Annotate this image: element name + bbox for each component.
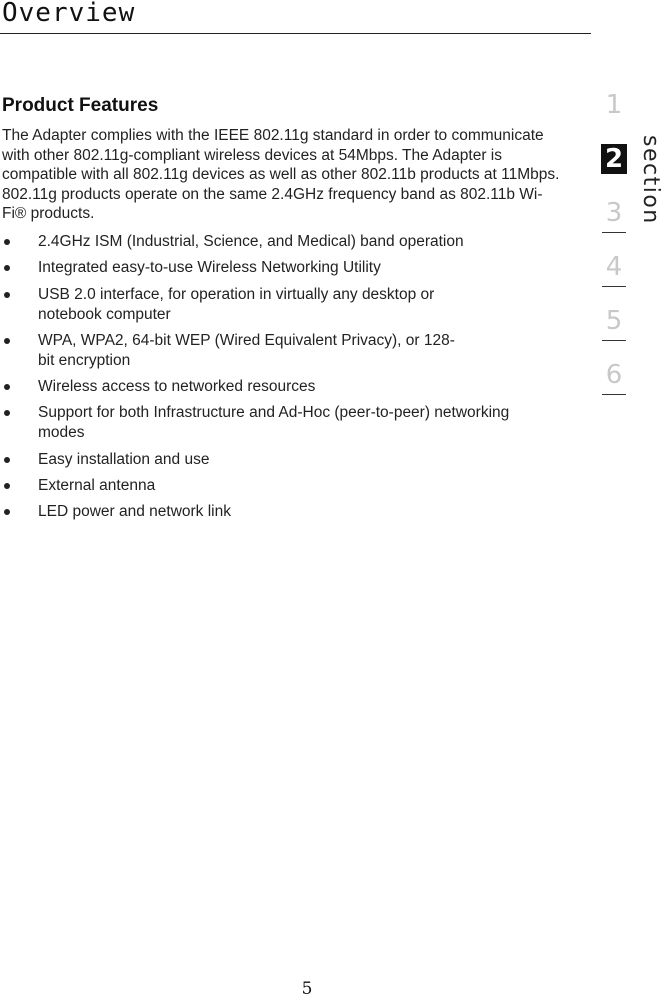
bullet-icon bbox=[4, 483, 10, 489]
list-item bbox=[2, 285, 498, 325]
list-item bbox=[2, 476, 562, 496]
list-item bbox=[2, 377, 562, 397]
section-divider bbox=[602, 286, 626, 287]
page-title: Overview bbox=[2, 0, 136, 28]
section-tab-1[interactable]: 1 bbox=[605, 90, 623, 120]
bullet-icon bbox=[4, 457, 10, 463]
feature-text: Wireless access to networked resources bbox=[38, 378, 316, 396]
bullet-icon bbox=[4, 265, 10, 271]
list-item bbox=[2, 502, 562, 522]
list-item bbox=[2, 258, 562, 278]
feature-text: WPA, WPA2, 64-bit WEP (Wired Equivalent Privacy), or 128-bit encryption bbox=[38, 331, 455, 369]
bullet-icon bbox=[4, 509, 10, 515]
intro-paragraph: The Adapter complies with the IEEE 802.11g standard in order to communicate with other 802.11g-compliant wireless devices at 54Mbps. The Adapter is compatible with all 802.11g devices as well as other 802.11b products at 11Mbps. 802.11g products operate on the same 2.4GHz frequency band as 802.11b Wi-Fi® products. bbox=[2, 127, 560, 222]
list-item bbox=[2, 232, 562, 252]
page-number: 5 bbox=[301, 979, 313, 999]
bullet-icon bbox=[4, 239, 10, 245]
feature-text: Support for both Infrastructure and Ad-Hoc (peer-to-peer) networking modes bbox=[38, 404, 510, 442]
feature-text: Integrated easy-to-use Wireless Networking Utility bbox=[38, 259, 381, 277]
section-label-text: section bbox=[638, 135, 663, 225]
bullet-icon bbox=[4, 384, 10, 390]
section-heading: Product Features bbox=[2, 95, 159, 116]
feature-text: External antenna bbox=[38, 477, 156, 495]
feature-text: 2.4GHz ISM (Industrial, Science, and Medical) band operation bbox=[38, 233, 464, 250]
section-tab-4[interactable]: 4 bbox=[605, 252, 623, 282]
section-label bbox=[636, 135, 664, 235]
header-divider bbox=[0, 33, 591, 34]
feature-list bbox=[2, 232, 562, 529]
section-divider bbox=[602, 394, 626, 395]
section-tab-3[interactable]: 3 bbox=[605, 198, 623, 228]
section-tab-6[interactable]: 6 bbox=[605, 360, 623, 390]
list-item bbox=[2, 403, 518, 443]
section-divider bbox=[602, 232, 626, 233]
bullet-icon bbox=[4, 410, 10, 416]
section-divider bbox=[602, 340, 626, 341]
list-item bbox=[2, 450, 562, 470]
section-tab-5[interactable]: 5 bbox=[605, 306, 623, 336]
bullet-icon bbox=[4, 338, 10, 344]
feature-text: Easy installation and use bbox=[38, 450, 210, 468]
bullet-icon bbox=[4, 292, 10, 298]
feature-text: USB 2.0 interface, for operation in virtually any desktop or notebook computer bbox=[38, 285, 435, 323]
list-item bbox=[2, 331, 468, 371]
section-tab-2[interactable]: 2 bbox=[601, 144, 627, 174]
feature-text: LED power and network link bbox=[38, 503, 231, 521]
